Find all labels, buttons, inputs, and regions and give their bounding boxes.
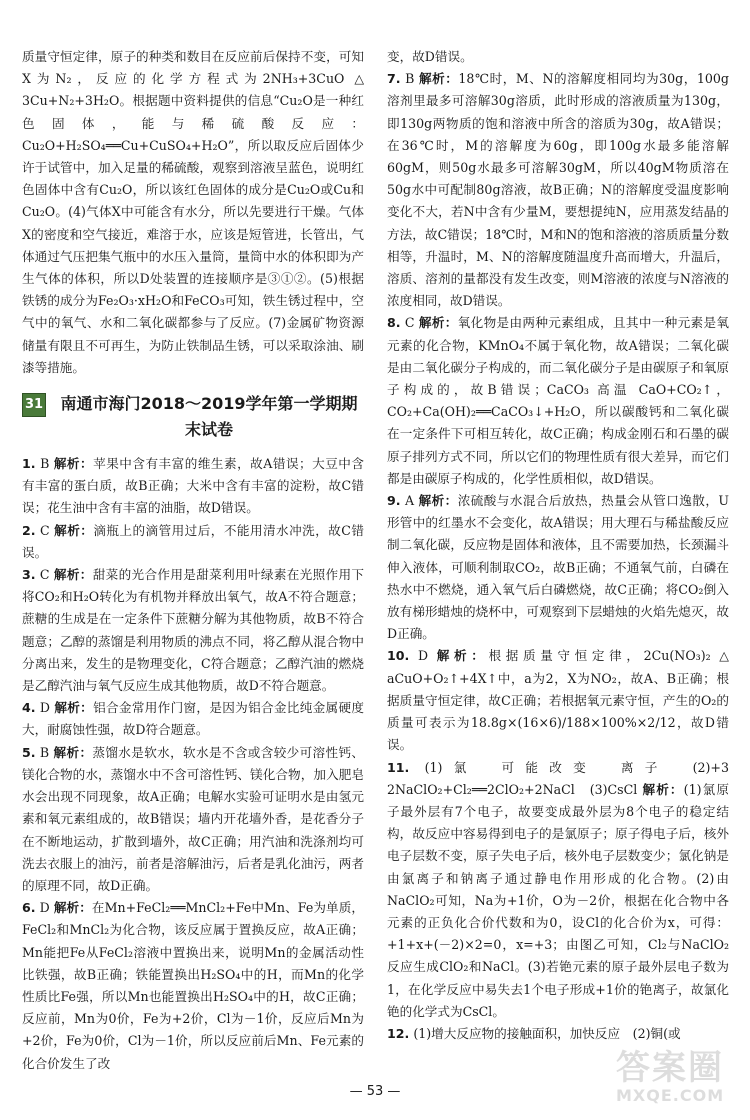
answer-number: 8.	[387, 315, 401, 331]
section-title: 南通市海门2018～2019学年第一学期期末试卷	[60, 394, 358, 440]
answer-number: 12.	[387, 1025, 410, 1041]
answer-number: 1.	[22, 456, 36, 472]
analysis-label: 解析：	[53, 456, 94, 472]
analysis-text: 铝合金常用作门窗，是因为铝合金比纯金属硬度大，耐腐蚀性强，故D符合题意。	[22, 700, 364, 738]
analysis-label: 解析：	[53, 567, 93, 583]
analysis-label: 解析：	[54, 522, 94, 538]
answer-item	[22, 742, 364, 897]
analysis-text: 滴瓶上的滴管用过后，不能用清水冲洗，故C错误。	[22, 522, 364, 560]
answer-number: 5.	[22, 744, 36, 760]
analysis-label: 解析：	[54, 700, 94, 716]
analysis-text: 18℃时，M、N的溶解度相同均为30g，100g溶剂里最多可溶解30g溶质，此时形成的溶液质量为130g，即130g两物质的饱和溶液中所含的溶质为30g，故A错误；在36℃时，M的溶解度为60g，即100g水最多能溶解60gM，则50g水最多可溶解30gM，所以40gM物质溶在50g水中可配制80g溶液，故B正确；N的溶解度受温度影响变化不大，若N中含有少量M，要想提纯N，应用蒸发结晶的方法，故C错误；18℃时，M和N的饱和溶液的溶质质量分数相等，升温时，M、N的溶解度随温度升高而增大，升温后，溶质、溶剂的量都没有发生改变，则M溶液的浓度与N溶液的浓度相同，故D错误。	[387, 71, 729, 309]
analysis-text: 苹果中含有丰富的维生素，故A错误；大豆中含有丰富的蛋白质，故B正确；大米中含有丰富的淀粉，故C错误；花生油中含有丰富的油脂，故D错误。	[22, 456, 364, 516]
analysis-label: 解析：	[642, 781, 684, 797]
answer-number: 7.	[387, 71, 401, 87]
answer-item	[387, 312, 729, 490]
answer-number: 2.	[22, 522, 36, 538]
answer-choice: (1)增大反应物的接触面积，加快反应 (2)铜(或	[413, 1025, 681, 1041]
answer-number: 3.	[22, 567, 36, 583]
analysis-text: (1)氯原子最外层有7个电子，故要变成最外层为8个电子的稳定结构，故反应中容易得到电子的是氯原子；原子得电子后，核外电子层数不变，原子失电子后，核外电子层数变少；氯化钠是由氯离子和钠离子通过静电作用形成的化合物。(2)由NaClO₂可知，Na为+1价，O为－2价，根据在化合物中各元素的正负化合价代数和为0，设Cl的化合价为x，可得：+1+x+(－2)×2=0，x=+3；由图乙可知，Cl₂与NaClO₂反应生成ClO₂和NaCl。(3)若铯元素的原子最外层电子数为1，在化学反应中易失去1个电子形成+1价的铯离子，故氯化铯的化学式为CsCl。	[387, 781, 729, 1019]
answer-choice: B	[405, 71, 415, 87]
answer-choice: B	[39, 744, 50, 760]
answer-item	[22, 520, 364, 564]
right-top-paragraph: 变，故D错误。	[387, 49, 473, 64]
answer-number: 6.	[22, 900, 36, 916]
analysis-text: 浓硫酸与水混合后放热，热量会从管口逸散，U形管中的红墨水不会变化，故A错误；用大理石与稀盐酸反应制二氧化碳，反应物是固体和液体，且不需要加热，长颈漏斗伸入液体，可顺利制取CO₂，故B正确；不通氧气前，白磷在热水中不燃烧，通入氧气后白磷燃烧，故C正确；将CO₂倒入放有梯形蜡烛的烧杯中，可观察到下层蜡烛的火焰先熄灭，故D正确。	[387, 493, 729, 642]
analysis-text: 根据质量守恒定律，2Cu(NO₃)₂ △ aCuO+O₂↑+4X↑中，a为2，X为NO₂，故A、B正确；根据质量守恒定律，故C正确；若根据氧元素守恒，产生的O₂的质量可表示为18.8g×(16×6)/188×100%×2/12，故D错误。	[387, 648, 729, 753]
answer-choice: C	[40, 522, 50, 538]
section-heading	[22, 391, 364, 443]
answer-choice: C	[39, 567, 50, 583]
analysis-label: 解析：	[418, 493, 458, 509]
answer-item	[387, 490, 729, 645]
answer-number: 11.	[387, 759, 410, 775]
answer-item	[387, 645, 729, 756]
analysis-text: 氧化物是由两种元素组成，且其中一种元素是氧元素的化合物，KMnO₄不属于氧化物，故A错误；二氧化碳是由二氧化碳分子构成的，而二氧化碳分子是由碳原子和氧原子构成的，故B错误；CaCO₃ 高温 CaO+CO₂↑，CO₂+Ca(OH)₂══CaCO₃↓+H₂O，所以碳酸钙和二氧化碳在一定条件下可相互转化，故C正确；构成金刚石和石墨的碳原子排列方式不同，所以它们的物理性质有很大差异，而它们都是由碳原子构成的，化学性质相似，故D错误。	[387, 315, 730, 486]
analysis-text: 甜菜的光合作用是甜菜利用叶绿素在光照作用下将CO₂和H₂O转化为有机物并释放出氧气，故A不符合题意；蔗糖的生成是在一定条件下蔗糖分解为其他物质，故B不符合题意；乙醇的蒸馏是利用物质的沸点不同，将乙醇从混合物中分离出来，发生的是物理变化，C符合题意；乙醇汽油的燃烧是乙醇汽油与氧气反应生成其他物质，故D不符合题意。	[22, 567, 365, 694]
answer-item	[22, 453, 364, 520]
answer-item	[387, 757, 742, 1023]
answer-choice: B	[40, 456, 50, 472]
answer-choice: C	[404, 315, 415, 331]
answer-choice: D	[417, 648, 429, 664]
right-column	[387, 46, 742, 1045]
watermark-top-text: 答案圈	[616, 1048, 724, 1088]
answer-choice: A	[405, 493, 415, 509]
watermark-bottom-text: MXQE.COM	[616, 1086, 725, 1105]
answer-item	[22, 697, 364, 741]
analysis-label: 解析：	[418, 315, 458, 331]
analysis-label: 解析：	[53, 900, 92, 916]
left-answer-list	[22, 453, 364, 1075]
section-number-badge: 31	[22, 393, 46, 417]
analysis-label: 解析：	[418, 71, 459, 87]
analysis-label: 解析：	[436, 648, 489, 664]
answer-choice: (1)氯 可能改变 离子 (2)+3 2NaClO₂+Cl₂══2ClO₂+2NaCl (3)CsCl	[387, 759, 742, 797]
answer-item	[387, 68, 729, 312]
answer-number: 9.	[387, 493, 401, 509]
left-column	[22, 46, 364, 1075]
answer-choice: D	[39, 900, 50, 916]
page-number: — 53 —	[349, 1084, 401, 1099]
answer-item	[387, 1023, 729, 1045]
answer-item	[22, 897, 364, 1075]
answer-number: 4.	[22, 700, 36, 716]
answer-choice: D	[39, 700, 50, 716]
analysis-text: 在Mn+FeCl₂══MnCl₂+Fe中Mn、Fe为单质，FeCl₂和MnCl₂为化合物，该反应属于置换反应，故A正确；Mn能把Fe从FeCl₂溶液中置换出来，说明Mn的金属活动性比铁强，故B正确；铁能置换出H₂SO₄中的H，而Mn的化学性质比Fe强，所以Mn也能置换出H₂SO₄中的H，故C正确；反应前，Mn为0价，Fe为+2价，Cl为－1价，反应后Mn为+2价，Fe为0价，Cl为－1价，所以反应前后Mn、Fe元素的化合价发生了改	[22, 900, 364, 1071]
right-answer-list	[387, 68, 742, 1045]
analysis-label: 解析：	[53, 744, 93, 760]
answer-number: 10.	[387, 648, 410, 664]
watermark-logo	[616, 1050, 736, 1110]
analysis-text: 蒸馏水是软水，软水是不含或含较少可溶性钙、镁化合物的水，蒸馏水中不含可溶性钙、镁化合物，加入肥皂水会出现不同现象，故A正确；电解水实验可证明水是由氢元素和氧元素组成的，故B错误；墙内开花墙外香，是花香分子在不断地运动，扩散到墙外，故C正确；用汽油和洗涤剂均可洗去衣服上的油污，前者是溶解油污，后者是乳化油污，两者的原理不同，故D正确。	[22, 744, 364, 893]
answer-item	[22, 564, 364, 697]
left-top-paragraph: 质量守恒定律，原子的种类和数目在反应前后保持不变，可知X为N₂，反应的化学方程式为2NH₃+3CuO △ 3Cu+N₂+3H₂O。根据题中资料提供的信息“Cu₂O是一种红色固体，能与稀硫酸反应：Cu₂O+H₂SO₄══Cu+CuSO₄+H₂O”，所以取反应后固体少许于试管中，加入足量的稀硫酸，观察到溶液呈蓝色，说明红色固体中含有Cu₂O，所以该红色固体的成分是Cu₂O或Cu和Cu₂O。(4)气体X中可能含有水分，所以先要进行干燥。气体X的密度和空气接近，难溶于水，应该是短管进，长管出，气体通过气压把集气瓶中的水压入量筒，量筒中水的体积即为产生气体的体积，所以D处装置的连接顺序是③①②。(5)根据铁锈的成分为Fe₂O₃·xH₂O和FeCO₃可知，铁生锈过程中，空气中的氧气、水和二氧化碳都参与了反应。(7)金属矿物资源储量有限且不可再生，为防止铁制品生锈，可以采取涂油、刷漆等措施。	[22, 49, 364, 375]
